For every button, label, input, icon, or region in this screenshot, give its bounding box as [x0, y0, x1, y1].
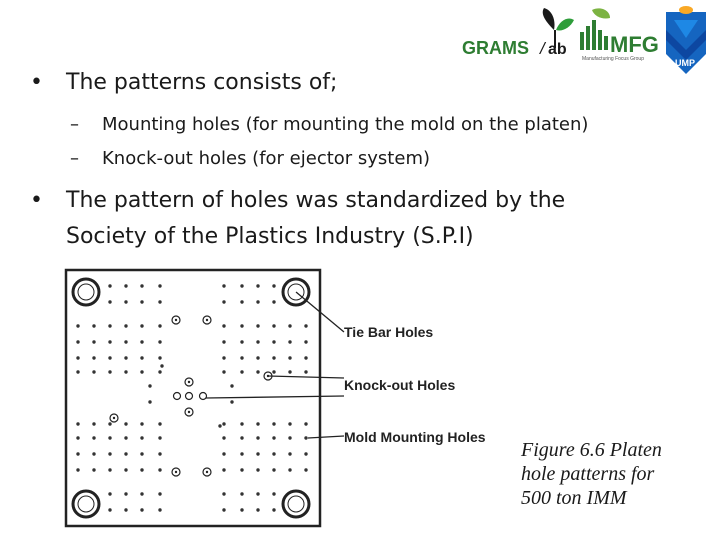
mounting-hole — [230, 384, 233, 387]
mounting-hole — [272, 508, 275, 511]
mounting-hole — [256, 370, 259, 373]
caption-line-3: 500 ton IMM — [521, 487, 627, 509]
caption-line-1: Figure 6.6 Platen — [521, 439, 662, 461]
mounting-hole — [92, 356, 95, 359]
mounting-hole — [158, 356, 161, 359]
mounting-hole — [256, 356, 259, 359]
mounting-hole — [124, 300, 127, 303]
svg-text:MFG: MFG — [610, 32, 659, 57]
mounting-hole — [256, 508, 259, 511]
sub-bullet-text: Knock-out holes (for ejector system) — [102, 148, 430, 169]
mounting-hole — [140, 492, 143, 495]
mounting-hole — [124, 324, 127, 327]
mounting-hole — [288, 452, 291, 455]
mounting-hole — [108, 340, 111, 343]
mounting-hole — [124, 452, 127, 455]
mounting-hole — [140, 436, 143, 439]
mounting-hole — [288, 436, 291, 439]
mounting-hole — [222, 436, 225, 439]
mounting-hole — [222, 324, 225, 327]
mounting-hole — [240, 340, 243, 343]
mounting-hole — [92, 422, 95, 425]
mounting-hole — [288, 422, 291, 425]
mounting-hole — [76, 356, 79, 359]
label-knock-out-holes: Knock-out Holes — [344, 377, 456, 393]
mounting-hole — [148, 384, 151, 387]
mounting-hole — [222, 452, 225, 455]
mounting-hole — [256, 300, 259, 303]
mounting-hole — [108, 422, 111, 425]
mounting-hole — [140, 356, 143, 359]
mounting-hole — [92, 340, 95, 343]
mounting-hole — [108, 492, 111, 495]
mounting-hole — [240, 492, 243, 495]
platen-drawing — [62, 266, 522, 532]
mounting-hole — [304, 324, 307, 327]
mounting-hole — [158, 370, 161, 373]
mounting-hole — [158, 422, 161, 425]
mounting-hole — [148, 400, 151, 403]
mounting-hole — [158, 468, 161, 471]
bullet-text-line-1: The pattern of holes was standardized by the — [66, 188, 566, 213]
mounting-hole — [92, 468, 95, 471]
mounting-hole — [124, 468, 127, 471]
mounting-hole — [304, 356, 307, 359]
bullet-marker: • — [30, 188, 43, 213]
mounting-hole — [76, 324, 79, 327]
mounting-hole — [288, 340, 291, 343]
mounting-hole — [108, 468, 111, 471]
mounting-hole — [124, 356, 127, 359]
mounting-hole — [158, 492, 161, 495]
mounting-hole — [158, 284, 161, 287]
mounting-hole — [304, 422, 307, 425]
mounting-hole — [272, 300, 275, 303]
mounting-hole — [140, 300, 143, 303]
mounting-hole — [240, 324, 243, 327]
mounting-hole — [158, 436, 161, 439]
mounting-hole — [272, 452, 275, 455]
mounting-hole — [124, 492, 127, 495]
mounting-hole — [158, 508, 161, 511]
mounting-hole — [124, 508, 127, 511]
mounting-hole — [92, 370, 95, 373]
mounting-hole — [272, 468, 275, 471]
mounting-hole — [76, 468, 79, 471]
mounting-hole — [304, 436, 307, 439]
mounting-hole — [222, 370, 225, 373]
mounting-hole — [240, 452, 243, 455]
mounting-hole — [222, 340, 225, 343]
svg-text:ab: ab — [548, 41, 567, 58]
mounting-hole — [76, 436, 79, 439]
mounting-hole — [140, 452, 143, 455]
mounting-hole — [256, 436, 259, 439]
mounting-hole — [140, 370, 143, 373]
mounting-hole — [240, 356, 243, 359]
mounting-hole — [288, 468, 291, 471]
mounting-hole — [76, 452, 79, 455]
mounting-hole — [304, 468, 307, 471]
mounting-hole — [256, 324, 259, 327]
mounting-hole — [272, 324, 275, 327]
mounting-hole — [240, 284, 243, 287]
mounting-hole — [108, 436, 111, 439]
mounting-hole — [222, 468, 225, 471]
mounting-hole — [92, 436, 95, 439]
mounting-hole — [140, 284, 143, 287]
mounting-hole — [256, 468, 259, 471]
mounting-hole — [240, 508, 243, 511]
mounting-hole — [124, 422, 127, 425]
mounting-hole — [240, 370, 243, 373]
mounting-hole — [140, 508, 143, 511]
mounting-hole — [222, 492, 225, 495]
dash-marker: – — [70, 114, 79, 135]
mounting-hole — [288, 370, 291, 373]
mounting-hole — [124, 340, 127, 343]
mounting-hole — [222, 356, 225, 359]
mounting-hole — [240, 436, 243, 439]
svg-text:GRAMS: GRAMS — [462, 38, 529, 58]
mounting-hole — [140, 340, 143, 343]
mounting-hole — [76, 370, 79, 373]
mounting-hole — [240, 468, 243, 471]
mounting-hole — [218, 424, 221, 427]
mounting-hole — [160, 364, 163, 367]
mounting-hole — [124, 436, 127, 439]
mounting-hole — [124, 284, 127, 287]
mounting-hole — [158, 340, 161, 343]
mounting-hole — [108, 284, 111, 287]
mounting-hole — [108, 300, 111, 303]
mounting-hole — [272, 340, 275, 343]
svg-text:/: / — [540, 39, 545, 58]
mounting-hole — [140, 324, 143, 327]
mounting-hole — [108, 356, 111, 359]
mounting-hole — [256, 452, 259, 455]
platen-outline — [66, 270, 320, 526]
mounting-hole — [288, 356, 291, 359]
mounting-hole — [304, 370, 307, 373]
ump-crest-logo — [666, 6, 706, 74]
mounting-hole — [76, 340, 79, 343]
mounting-hole — [288, 324, 291, 327]
mounting-hole — [140, 422, 143, 425]
mounting-hole — [240, 300, 243, 303]
mounting-hole — [92, 324, 95, 327]
mounting-hole — [158, 324, 161, 327]
mounting-hole — [124, 370, 127, 373]
mounting-hole — [272, 284, 275, 287]
mfg-logo — [580, 8, 659, 62]
mounting-hole — [92, 452, 95, 455]
label-tie-bar-holes: Tie Bar Holes — [344, 324, 434, 340]
mounting-hole — [240, 422, 243, 425]
mounting-hole — [304, 452, 307, 455]
mounting-hole — [256, 422, 259, 425]
sub-bullet-text: Mounting holes (for mounting the mold on the platen) — [102, 114, 589, 135]
mounting-hole — [230, 400, 233, 403]
mounting-hole — [256, 340, 259, 343]
bullet-text: The patterns consists of; — [66, 70, 338, 95]
mounting-hole — [272, 436, 275, 439]
platen-hole-diagram — [62, 266, 522, 532]
label-mold-mounting-holes: Mold Mounting Holes — [344, 429, 486, 445]
dash-marker: – — [70, 148, 79, 169]
mounting-hole — [222, 300, 225, 303]
mounting-hole — [108, 508, 111, 511]
mounting-hole — [140, 468, 143, 471]
mounting-hole — [222, 284, 225, 287]
mounting-hole — [272, 492, 275, 495]
mounting-hole — [108, 370, 111, 373]
mounting-hole — [272, 356, 275, 359]
mounting-hole — [158, 300, 161, 303]
mounting-hole — [272, 422, 275, 425]
mounting-hole — [256, 284, 259, 287]
grams-lab-logo — [462, 8, 574, 58]
mounting-hole — [108, 452, 111, 455]
caption-line-2: hole patterns for — [521, 463, 655, 485]
mounting-hole — [272, 370, 275, 373]
svg-text:UMP: UMP — [675, 58, 695, 68]
mounting-hole — [304, 340, 307, 343]
mounting-hole — [222, 422, 225, 425]
figure-caption — [521, 438, 711, 510]
mounting-hole — [158, 452, 161, 455]
bullet-marker: • — [30, 70, 43, 95]
mounting-hole — [76, 422, 79, 425]
mounting-hole — [222, 508, 225, 511]
svg-text:Manufacturing Focus Group: Manufacturing Focus Group — [582, 56, 644, 62]
mounting-hole — [256, 492, 259, 495]
bullet-text-line-2: Society of the Plastics Industry (S.P.I) — [66, 224, 474, 249]
mounting-hole — [108, 324, 111, 327]
